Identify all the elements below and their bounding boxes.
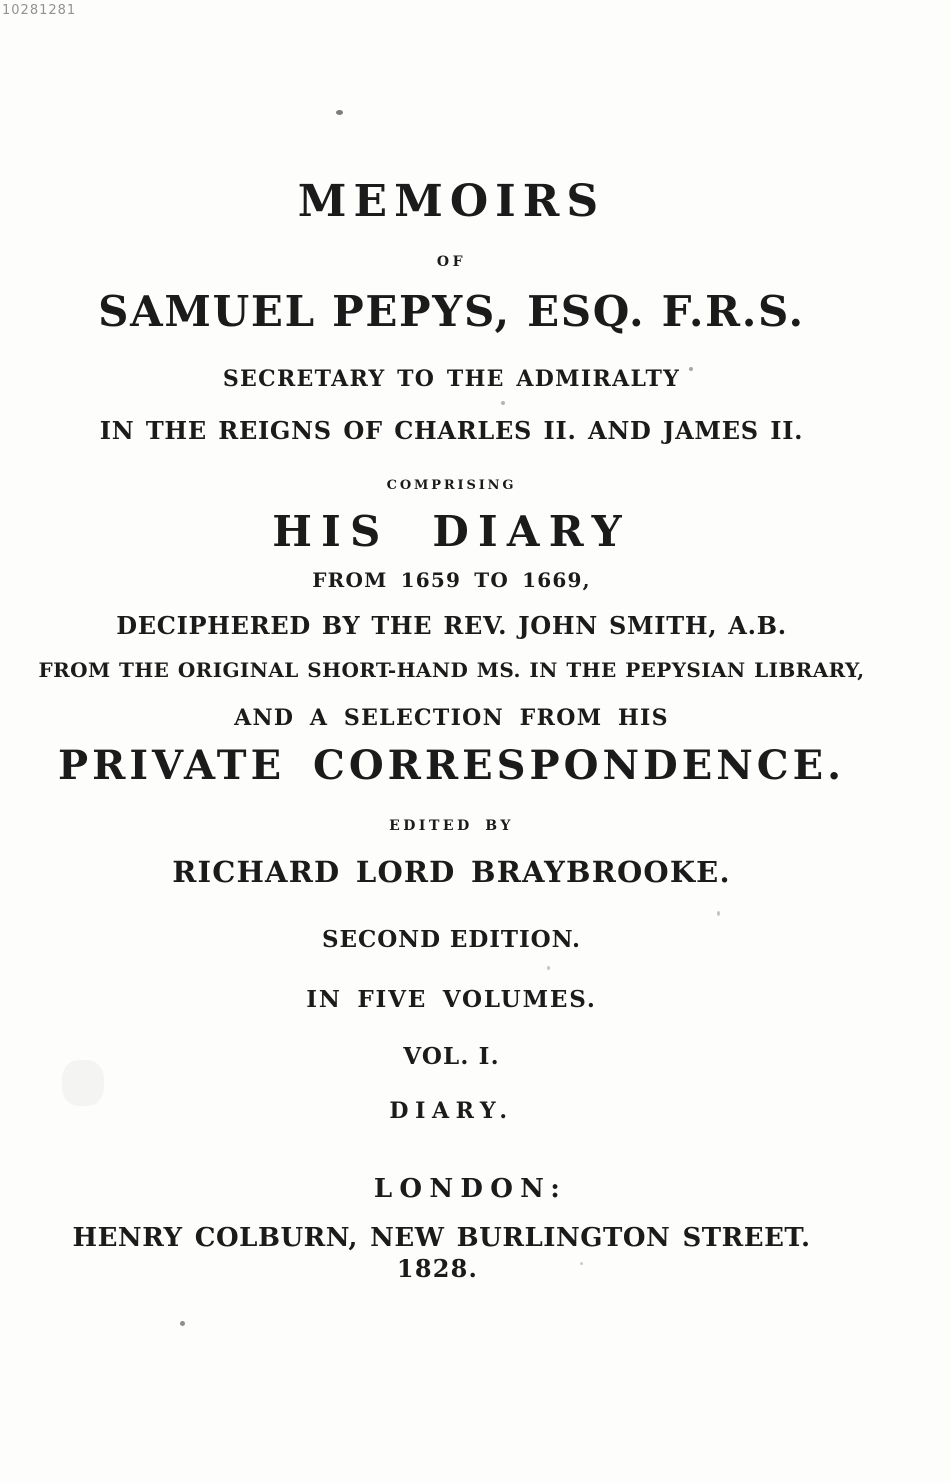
work-title: HIS DIARY xyxy=(272,507,631,556)
imprint-year: 1828. xyxy=(396,1254,479,1283)
scan-speck xyxy=(717,911,720,916)
selection-note: AND A SELECTION FROM HIS xyxy=(234,705,669,731)
imprint-city: LONDON: xyxy=(373,1174,568,1204)
volume-number: VOL. I. xyxy=(403,1043,500,1070)
author-reigns: IN THE REIGNS OF CHARLES II. AND JAMES II. xyxy=(99,416,804,445)
edition-statement: SECOND EDITION. xyxy=(322,926,581,953)
comprising-label: COMPRISING xyxy=(386,478,517,493)
work-dates: FROM 1659 TO 1669, xyxy=(312,568,591,592)
volumes-statement: IN FIVE VOLUMES. xyxy=(306,986,597,1013)
scan-speck xyxy=(580,1262,583,1265)
scan-speck xyxy=(180,1321,185,1326)
of-label: OF xyxy=(436,254,467,270)
volume-content: DIARY. xyxy=(389,1098,514,1124)
edited-by-label: EDITED BY xyxy=(389,818,514,834)
scan-speck xyxy=(501,401,505,405)
decipherer-credit: DECIPHERED BY THE REV. JOHN SMITH, A.B. xyxy=(116,611,787,640)
author-name: SAMUEL PEPYS, ESQ. F.R.S. xyxy=(98,287,805,336)
editor-name: RICHARD LORD BRAYBROOKE. xyxy=(172,855,731,889)
imprint-publisher: HENRY COLBURN, NEW BURLINGTON STREET. xyxy=(72,1223,811,1253)
scan-speck xyxy=(689,367,693,371)
scan-smudge xyxy=(62,1060,104,1106)
scan-speck xyxy=(336,110,343,115)
author-role: SECRETARY TO THE ADMIRALTY xyxy=(222,366,681,392)
scan-speck xyxy=(547,966,550,970)
source-note: FROM THE ORIGINAL SHORT-HAND MS. IN THE PEPYSIAN LIBRARY, xyxy=(38,658,865,682)
correspondence-title: PRIVATE CORRESPONDENCE. xyxy=(58,742,845,789)
scan-number: 10281281 xyxy=(2,3,77,18)
book-title: MEMOIRS xyxy=(297,176,606,227)
